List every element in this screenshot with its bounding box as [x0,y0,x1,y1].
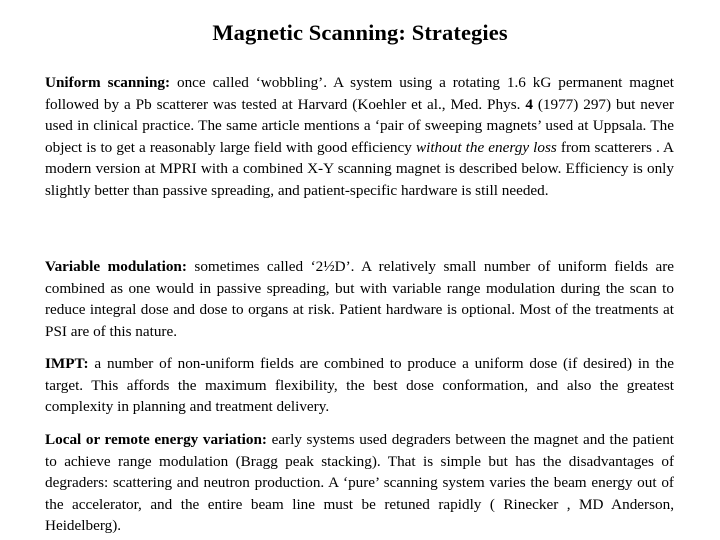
journal-volume: 4 [525,95,533,113]
uniform-scanning-heading: Uniform scanning: [45,74,171,91]
energy-variation-heading: Local or remote energy variation: [45,431,267,448]
uniform-scanning-text-2: (1977) 297) but never used in clinical practice. The same article mentions a ‘pair of sweeping magnets’ used at Uppsala. The object is to get a reasonably large field with good efficiency [45,95,675,156]
impt-paragraph [45,353,674,418]
energy-variation-paragraph [45,429,674,537]
variable-modulation-heading: Variable modulation: [45,258,187,275]
uniform-scanning-text-3: from scatterers . A modern version at MPRI with a combined X-Y scanning magnet is described below. Efficiency is only slightly better than passive spreading, and patient-specific hardware is still needed. [45,138,675,199]
variable-modulation-paragraph [45,256,674,342]
uniform-scanning-italic-phrase: without the energy loss [415,138,557,156]
uniform-scanning-paragraph [45,72,674,202]
uniform-scanning-text-1: once called ‘wobbling’. A system using a rotating 1.6 kG permanent magnet followed by a Pb scatterer was tested at Harvard (Koehler et al., Med. Phys. [45,74,674,113]
energy-variation-text: early systems used degraders between the magnet and the patient to achieve range modulation (Bragg peak stacking). That is simple but has the disadvantages of degraders: scattering and neutron production. A ‘pure’ scanning system varies the beam energy out of the accelerator, and the entire beam line must be retuned rapidly ( Rinecker , MD Anderson, Heidelberg). [45,431,675,535]
variable-modulation-text: sometimes called ‘2½D’. A relatively small number of uniform fields are combined as one would in passive spreading, but with variable range modulation during the scan to reduce integral dose and dose to organs at risk. Patient hardware is optional. Most of the treatments at PSI are of this nature. [45,258,674,340]
impt-heading: IMPT: [45,355,89,372]
slide-title: Magnetic Scanning: Strategies [212,20,508,45]
impt-text: a number of non-uniform fields are combined to produce a uniform dose (if desired) in the target. This affords the maximum flexibility, the best dose conformation, and also the greatest complexity in planning and treatment delivery. [45,355,675,416]
